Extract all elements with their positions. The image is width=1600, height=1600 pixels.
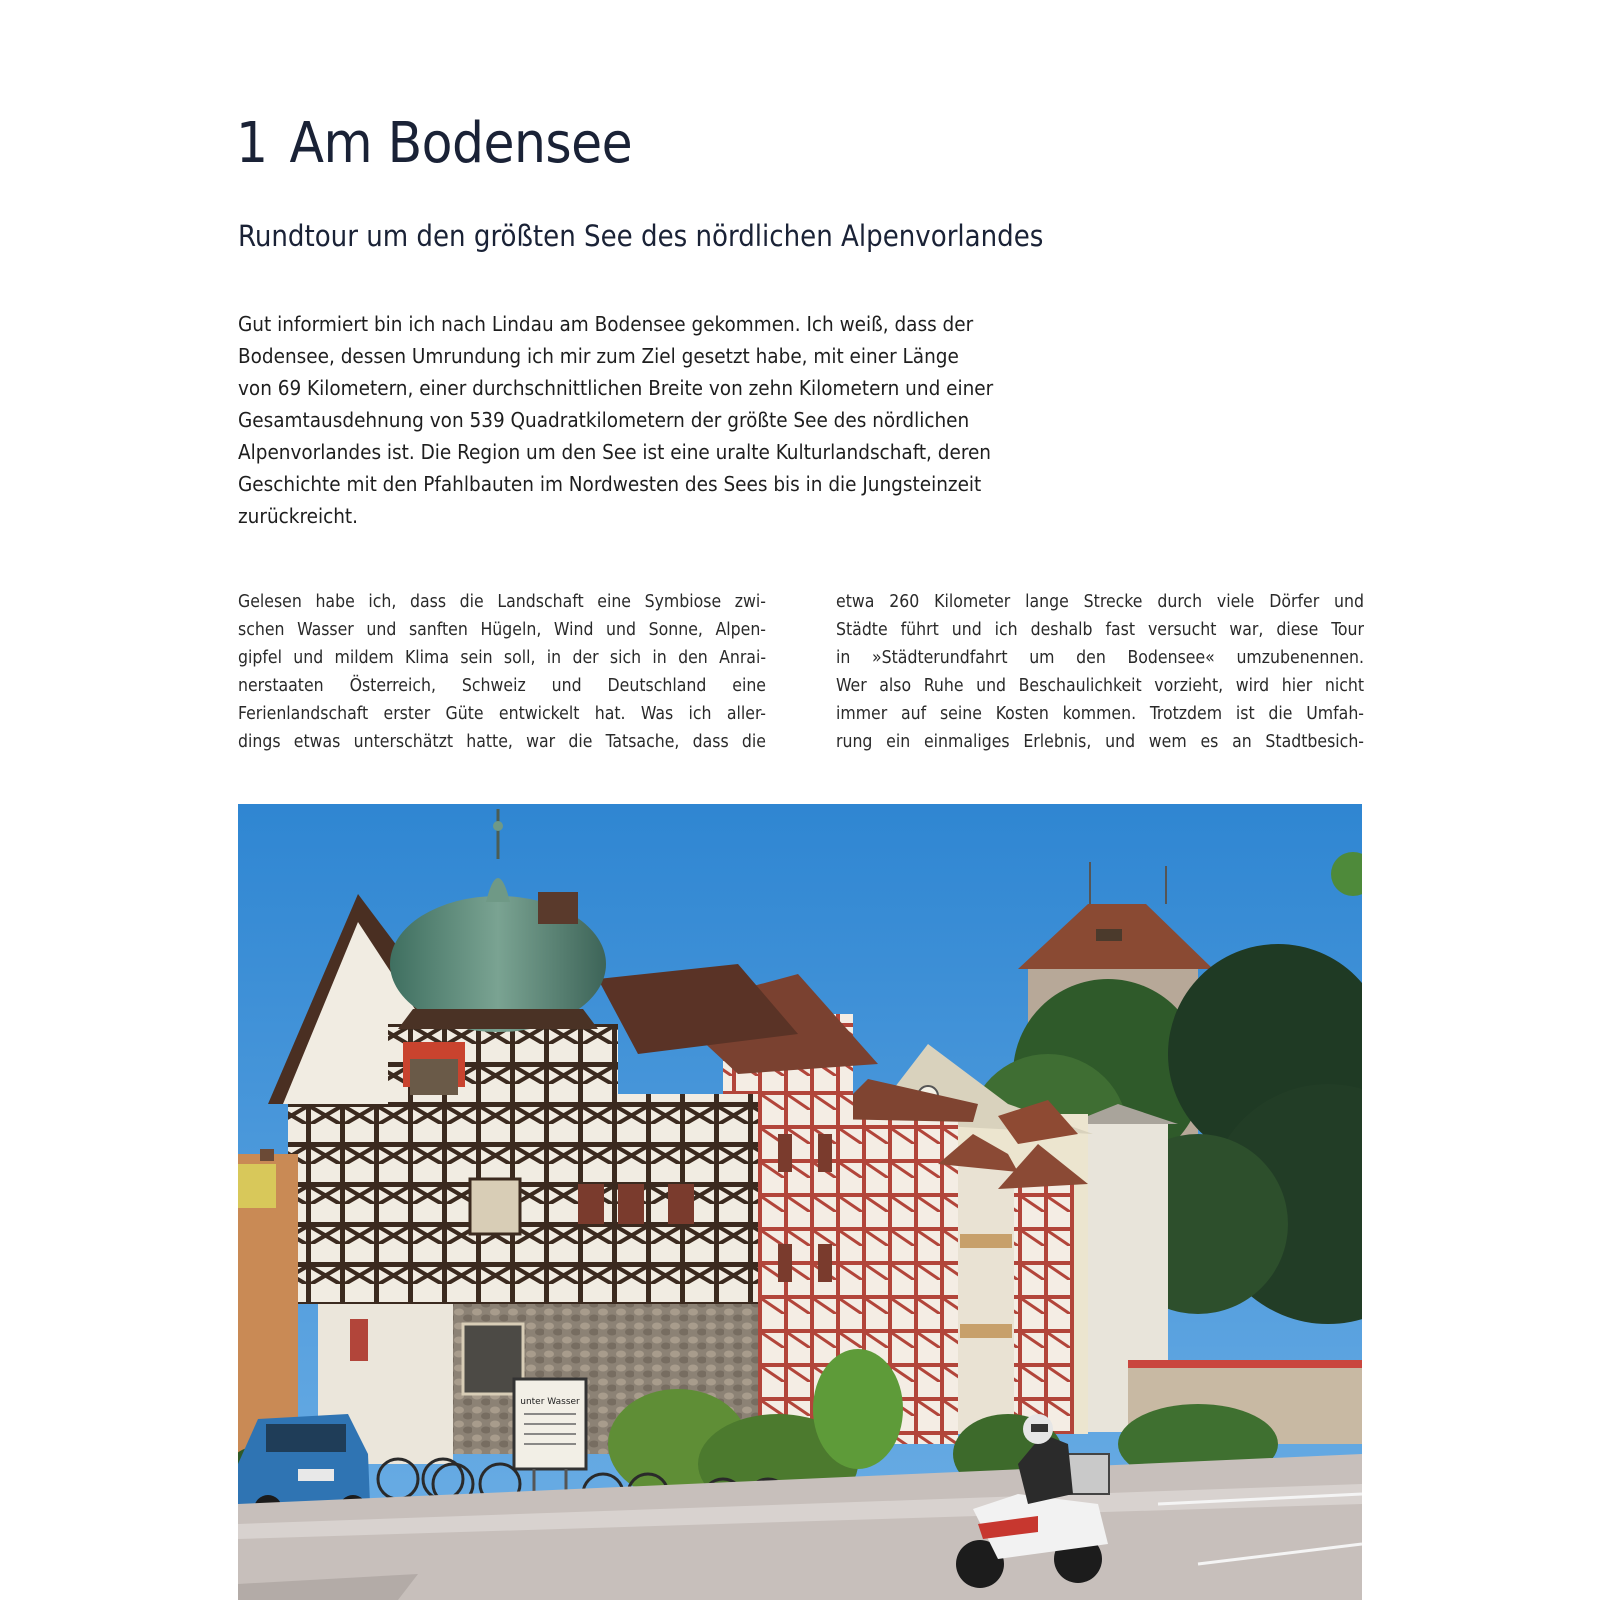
body-line: rung ein einmaliges Erlebnis, und wem es an Stadtbesich-: [836, 732, 1364, 752]
body-line: etwa 260 Kilometer lange Strecke durch viele Dörfer und: [836, 592, 1364, 612]
intro-line: von 69 Kilometern, einer durchschnittlichen Breite von zehn Kilometern und einer: [238, 376, 994, 400]
body-line: nerstaaten Österreich, Schweiz und Deutschland eine: [238, 676, 766, 696]
chapter-subtitle: Rundtour um den größten See des nördlichen Alpenvorlandes: [238, 219, 1044, 253]
intro-line: Geschichte mit den Pfahlbauten im Nordwesten des Sees bis in die Jungsteinzeit: [238, 472, 982, 496]
sign-text: unter Wasser: [520, 1397, 580, 1407]
chapter-title-text: Am Bodensee: [289, 111, 633, 176]
body-line: Gelesen habe ich, dass die Landschaft eine Symbiose zwi-: [238, 592, 766, 612]
body-line: dings etwas unterschätzt hatte, war die Tatsache, dass die: [238, 732, 766, 752]
body-column-right: [836, 588, 1364, 756]
body-line: in »Städterundfahrt um den Bodensee« umzubenennen.: [836, 648, 1364, 668]
body-line: gipfel und mildem Klima sein soll, in der sich in den Anrai-: [238, 648, 766, 668]
intro-line: Alpenvorlandes ist. Die Region um den See ist eine uralte Kulturlandschaft, deren: [238, 440, 991, 464]
intro-paragraph: [238, 308, 993, 532]
body-line: Ferienlandschaft erster Güte entwickelt hat. Was ich aller-: [238, 704, 766, 724]
intro-line: zurückreicht.: [238, 504, 358, 528]
photo-half-timbered-houses: [238, 804, 1362, 1600]
body-line: Städte führt und ich deshalb fast versucht war, diese Tour: [836, 620, 1364, 640]
body-column-left: [238, 588, 766, 756]
chapter-number: 1: [236, 111, 268, 176]
intro-line: Gut informiert bin ich nach Lindau am Bodensee gekommen. Ich weiß, dass der: [238, 312, 974, 336]
intro-line: Bodensee, dessen Umrundung ich mir zum Ziel gesetzt habe, mit einer Länge: [238, 344, 959, 368]
body-line: immer auf seine Kosten kommen. Trotzdem ist die Umfah-: [836, 704, 1364, 724]
body-line: schen Wasser und sanften Hügeln, Wind und Sonne, Alpen-: [238, 620, 766, 640]
intro-line: Gesamtausdehnung von 539 Quadratkilometern der größte See des nördlichen: [238, 408, 970, 432]
chapter-title: [236, 110, 632, 178]
body-line: Wer also Ruhe und Beschaulichkeit vorzieht, wird hier nicht: [836, 676, 1364, 696]
